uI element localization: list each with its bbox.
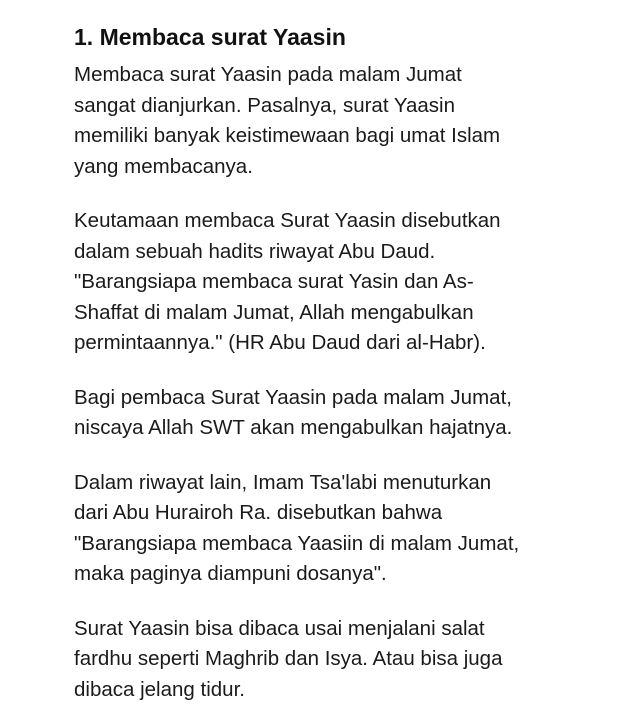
paragraph-3 xyxy=(74,383,600,444)
paragraph-line: fardhu seperti Maghrib dan Isya. Atau bisa juga xyxy=(74,647,503,670)
paragraph-line: dalam sebuah hadits riwayat Abu Daud. xyxy=(74,239,436,263)
paragraph-line: Keutamaan membaca Surat Yaasin disebutkan xyxy=(74,209,501,232)
paragraph-line: Surat Yaasin bisa dibaca usai menjalani salat xyxy=(74,616,485,640)
paragraph-line: Membaca surat Yaasin pada malam Jumat xyxy=(74,63,462,86)
paragraph-line: permintaannya." (HR Abu Daud dari al-Habr). xyxy=(74,331,486,354)
paragraph-5 xyxy=(74,614,600,706)
paragraph-4 xyxy=(74,468,600,590)
section-heading: 1. Membaca surat Yaasin xyxy=(74,24,346,50)
paragraph-line: niscaya Allah SWT akan mengabulkan hajatnya. xyxy=(74,416,513,439)
paragraph-line: Dalam riwayat lain, Imam Tsa'labi menuturkan xyxy=(74,470,492,494)
paragraph-line: memiliki banyak keistimewaan bagi umat Islam xyxy=(74,124,501,147)
paragraph-line: Bagi pembaca Surat Yaasin pada malam Jumat, xyxy=(74,385,512,409)
paragraph-line: "Barangsiapa membaca surat Yasin dan As- xyxy=(74,270,474,293)
paragraph-line: dibaca jelang tidur. xyxy=(74,677,245,701)
paragraph-line: dari Abu Hurairoh Ra. disebutkan bahwa xyxy=(74,501,443,524)
paragraph-line: maka paginya diampuni dosanya". xyxy=(74,562,387,585)
paragraph-line: sangat dianjurkan. Pasalnya, surat Yaasin xyxy=(74,93,456,117)
paragraph-2 xyxy=(74,206,600,359)
paragraph-line: yang membacanya. xyxy=(74,154,253,178)
paragraph-line: Shaffat di malam Jumat, Allah mengabulkan xyxy=(74,300,474,324)
paragraph-line: "Barangsiapa membaca Yaasiin di malam Jumat, xyxy=(74,531,520,555)
paragraph-1 xyxy=(74,60,600,182)
